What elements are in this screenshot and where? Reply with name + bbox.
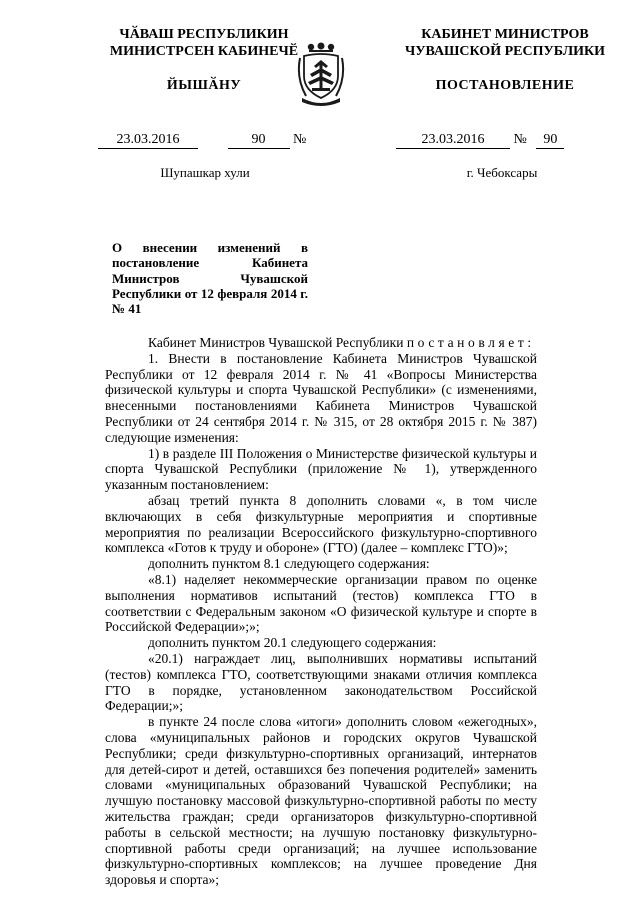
reg-right-number: 90 bbox=[536, 132, 564, 149]
header-left-line1: ЧӐВАШ РЕСПУБЛИКИН bbox=[119, 27, 289, 42]
body-paragraph: в пункте 24 после слова «итоги» дополнить словом «ежегодных», слова «муниципальных районов и городских округов Чувашской Республики; среди физкультурно-спортивных организаций, интернатов для детей-сирот и детей, оставшихся без попечения родителей» заменить словами «муниципальных образований Чувашской Республики; на лучшую постановку массовой физкультурно-спортивной работы по месту жительства граждан; среди организаторов физкультурно-спортивной работы в сельской местности; на лучшую постановку физкультурно-спортивной работы среди организаций; на лучшее использование физкультурно-спортивных комплексов; на лучшее проведение Дня здоровья и спорта»; bbox=[105, 714, 537, 888]
body-paragraph: 1. Внести в постановление Кабинета Министров Чувашской Республики от 12 февраля 2014 г. № 41 «Вопросы Министерства физической культуры и спорта Чувашской Республики» (с изменениями, внесенными постановлениями Кабинета Министров Чувашской Республики от 24 сентября 2014 г. № 315, от 28 октября 2015 г. № 387) следующие изменения: bbox=[105, 350, 537, 445]
intro-paragraph bbox=[105, 335, 537, 351]
place-left: Шупашкар хули bbox=[160, 165, 250, 180]
body-paragraph: «20.1) награждает лиц, выполнивших нормативы испытаний (тестов) комплекса ГТО, соответствующими знаками отличия комплекса ГТО в порядке, установленном законодательством Российской Федерации;»; bbox=[105, 650, 537, 714]
body-paragraph: 1) в разделе III Положения о Министерстве физической культуры и спорта Чувашской Республики (приложение № 1), утвержденного указанным постановлением: bbox=[105, 445, 537, 493]
header-left-line2: МИНИСТРСЕН КАБИНЕЧӖ bbox=[109, 44, 299, 59]
place-right: г. Чебоксары bbox=[466, 165, 538, 180]
header-right-line1: КАБИНЕТ МИНИСТРОВ bbox=[421, 27, 589, 42]
intro-lead: Кабинет Министров Чувашской Республики bbox=[148, 335, 404, 350]
header-left bbox=[84, 26, 324, 94]
registration-left bbox=[98, 132, 306, 150]
body-paragraph: дополнить пунктом 20.1 следующего содержания: bbox=[148, 635, 437, 651]
header-right-line2: ЧУВАШСКОЙ РЕСПУБЛИКИ bbox=[404, 44, 606, 59]
body-paragraph: абзац третий пункта 8 дополнить словами «, в том числе включающих в себя физкультурные мероприятия и спортивные мероприятия по реализации Всероссийского физкультурно-спортивного комплекса «Готов к труду и обороне» (ГТО) (далее – комплекс ГТО)»; bbox=[105, 492, 537, 556]
registration-right bbox=[396, 132, 564, 150]
reg-left-number: 90 bbox=[228, 132, 290, 149]
document-subject: О внесении изменений в постановление Кабинета Министров Чувашской Республики от 12 февраля 2014 г. № 41 bbox=[112, 240, 308, 317]
reg-right-date: 23.03.2016 bbox=[396, 132, 510, 149]
reg-left-date: 23.03.2016 bbox=[98, 132, 198, 149]
body-paragraph: дополнить пунктом 8.1 следующего содержания: bbox=[148, 556, 430, 572]
header-right-doc-type: ПОСТАНОВЛЕНИЕ bbox=[435, 78, 575, 93]
document-body bbox=[105, 335, 537, 888]
reg-right-number-sign: № bbox=[513, 132, 527, 147]
header-right bbox=[385, 26, 625, 94]
coat-of-arms-emblem bbox=[296, 42, 346, 108]
body-paragraph: «8.1) наделяет некоммерческие организации правом по оценке выполнения нормативов испытаний (тестов) комплекса ГТО в соответствии с Федеральным законом «О физической культуре и спорте в Российской Федерации»;»; bbox=[105, 571, 537, 635]
intro-verb: постановляет: bbox=[406, 335, 535, 350]
header-left-doc-type: ЙЫШӐНУ bbox=[166, 78, 242, 93]
reg-left-number-sign: № bbox=[293, 132, 307, 147]
